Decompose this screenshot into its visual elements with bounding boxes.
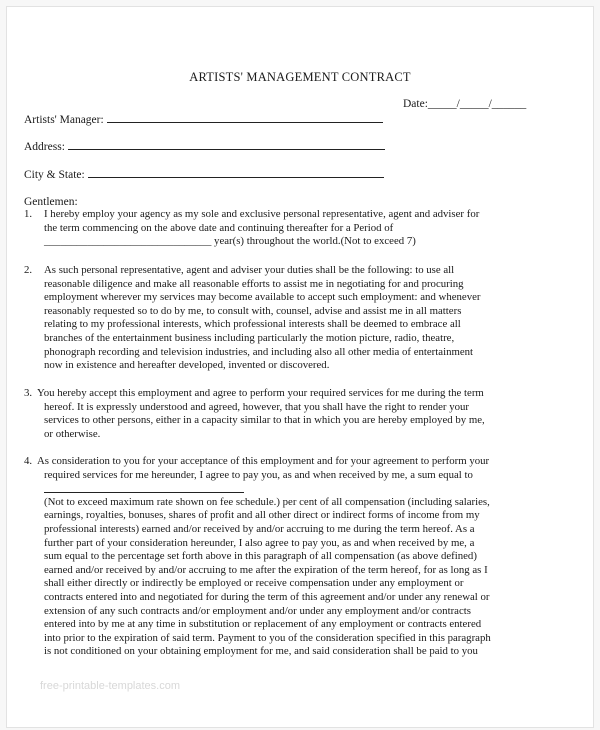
clause-line: contracts entered into and negotiated for during the term of this agreement and/or under any renewal or bbox=[44, 590, 490, 603]
clause-line: hereof. It is expressly understood and agreed, however, that you shall have the right to render your bbox=[44, 400, 470, 413]
clause-line: _______________________________ year(s) throughout the world.(Not to exceed 7) bbox=[44, 235, 416, 248]
clause-line: shall either directly or indirectly be employed or receive compensation under any employment or bbox=[44, 577, 464, 590]
manager-field-row bbox=[24, 112, 383, 126]
address-label: Address: bbox=[24, 141, 65, 153]
clause-text bbox=[44, 401, 485, 442]
address-blank[interactable] bbox=[68, 139, 385, 150]
watermark: free-printable-templates.com bbox=[40, 680, 181, 692]
clause-line: into prior to the expiration of said term. Payment to you of the consideration specified in this paragraph bbox=[44, 631, 491, 644]
manager-blank[interactable] bbox=[107, 112, 383, 123]
clause-line: further part of your consideration hereunder, I also agree to pay you, as and when received by me, a bbox=[44, 536, 475, 549]
percent-blank-row bbox=[44, 482, 491, 496]
clause-line: or otherwise. bbox=[44, 427, 101, 440]
address-field-row bbox=[24, 139, 385, 153]
clause-line: earned and/or received by and/or accruing to me after the expiration of the term hereof, for as long as I bbox=[44, 563, 488, 576]
clause-line: relating to my professional interests, which professional interests shall be deemed to embrace all bbox=[44, 318, 461, 331]
city-state-field-row bbox=[24, 167, 384, 181]
percent-blank[interactable] bbox=[44, 492, 244, 493]
manager-label: Artists' Manager: bbox=[24, 114, 104, 126]
clause-first-line: As consideration to you for your acceptance of this employment and for your agreement to perform your bbox=[37, 455, 490, 467]
clause-line: entered into by me at any time in substitution or replacement of any employment or contracts entered bbox=[44, 618, 482, 631]
clause-number: 3. bbox=[24, 387, 33, 399]
clause-4 bbox=[24, 455, 590, 665]
clause-text bbox=[44, 264, 481, 373]
clause-line: reasonable diligence and make all reasonable efforts to assist me in negotiating for and procuring bbox=[44, 277, 464, 290]
clause-line: sum equal to the percentage set forth above in this paragraph of all compensation (as above defined) bbox=[44, 550, 477, 563]
city-state-blank[interactable] bbox=[88, 167, 384, 178]
clause-1 bbox=[24, 208, 584, 250]
clause-line: services to other persons, either in a capacity similar to that in which you are hereby employed by me, bbox=[44, 414, 485, 427]
clause-line: employment wherever my services may become available to accept such employment: and whenever bbox=[44, 291, 481, 304]
salutation: Gentlemen: bbox=[24, 196, 78, 208]
clause-line: I hereby employ your agency as my sole and exclusive personal representative, agent and adviser for bbox=[44, 208, 480, 220]
clause-number: 2. bbox=[24, 264, 33, 276]
clause-text bbox=[44, 469, 491, 659]
clause-line: phonograph recording and television industries, and including also all other media of entertainment bbox=[44, 345, 474, 358]
clause-line: earnings, royalties, bonuses, shares of profit and all other direct or indirect forms of income from my bbox=[44, 509, 480, 522]
clause-3 bbox=[24, 387, 584, 443]
clause-line: now in existence and hereafter developed, invented or discovered. bbox=[44, 359, 330, 372]
clause-line: is not conditioned on your obtaining employment for me, and said consideration shall be paid to you bbox=[44, 645, 478, 658]
clause-line: the term commencing on the above date and continuing thereafter for a Period of bbox=[44, 221, 394, 234]
clause-first-line: You hereby accept this employment and agree to perform your required services for me during the term bbox=[37, 387, 484, 399]
clause-line: As such personal representative, agent and adviser your duties shall be the following: to use all bbox=[44, 264, 455, 276]
clause-line: branches of the entertainment business including particularly the motion picture, radio, theatre, bbox=[44, 331, 455, 344]
clause-line: required services for me hereunder, I agree to pay you, as and when received by me, a sum equal to bbox=[44, 468, 473, 481]
clause-number: 4. bbox=[24, 455, 33, 467]
clause-2 bbox=[24, 264, 584, 376]
clause-text bbox=[44, 208, 479, 249]
clause-line: reasonably requested so to do by me, to consult with, counsel, advise and assist me in all matters bbox=[44, 304, 462, 317]
city-state-label: City & State: bbox=[24, 169, 85, 181]
clause-line: (Not to exceed maximum rate shown on fee schedule.) per cent of all compensation (including salaries, bbox=[44, 495, 490, 508]
page-title: ARTISTS' MANAGEMENT CONTRACT bbox=[189, 70, 411, 84]
clause-line: professional interests) earned and/or received by and/or accruing to me during the term hereof. As a bbox=[44, 522, 475, 535]
date-field[interactable]: Date:_____/_____/______ bbox=[403, 98, 527, 110]
clause-line: extension of any such contracts and/or employment and/or under any employment and/or contracts bbox=[44, 604, 471, 617]
clause-number: 1. bbox=[24, 208, 33, 220]
